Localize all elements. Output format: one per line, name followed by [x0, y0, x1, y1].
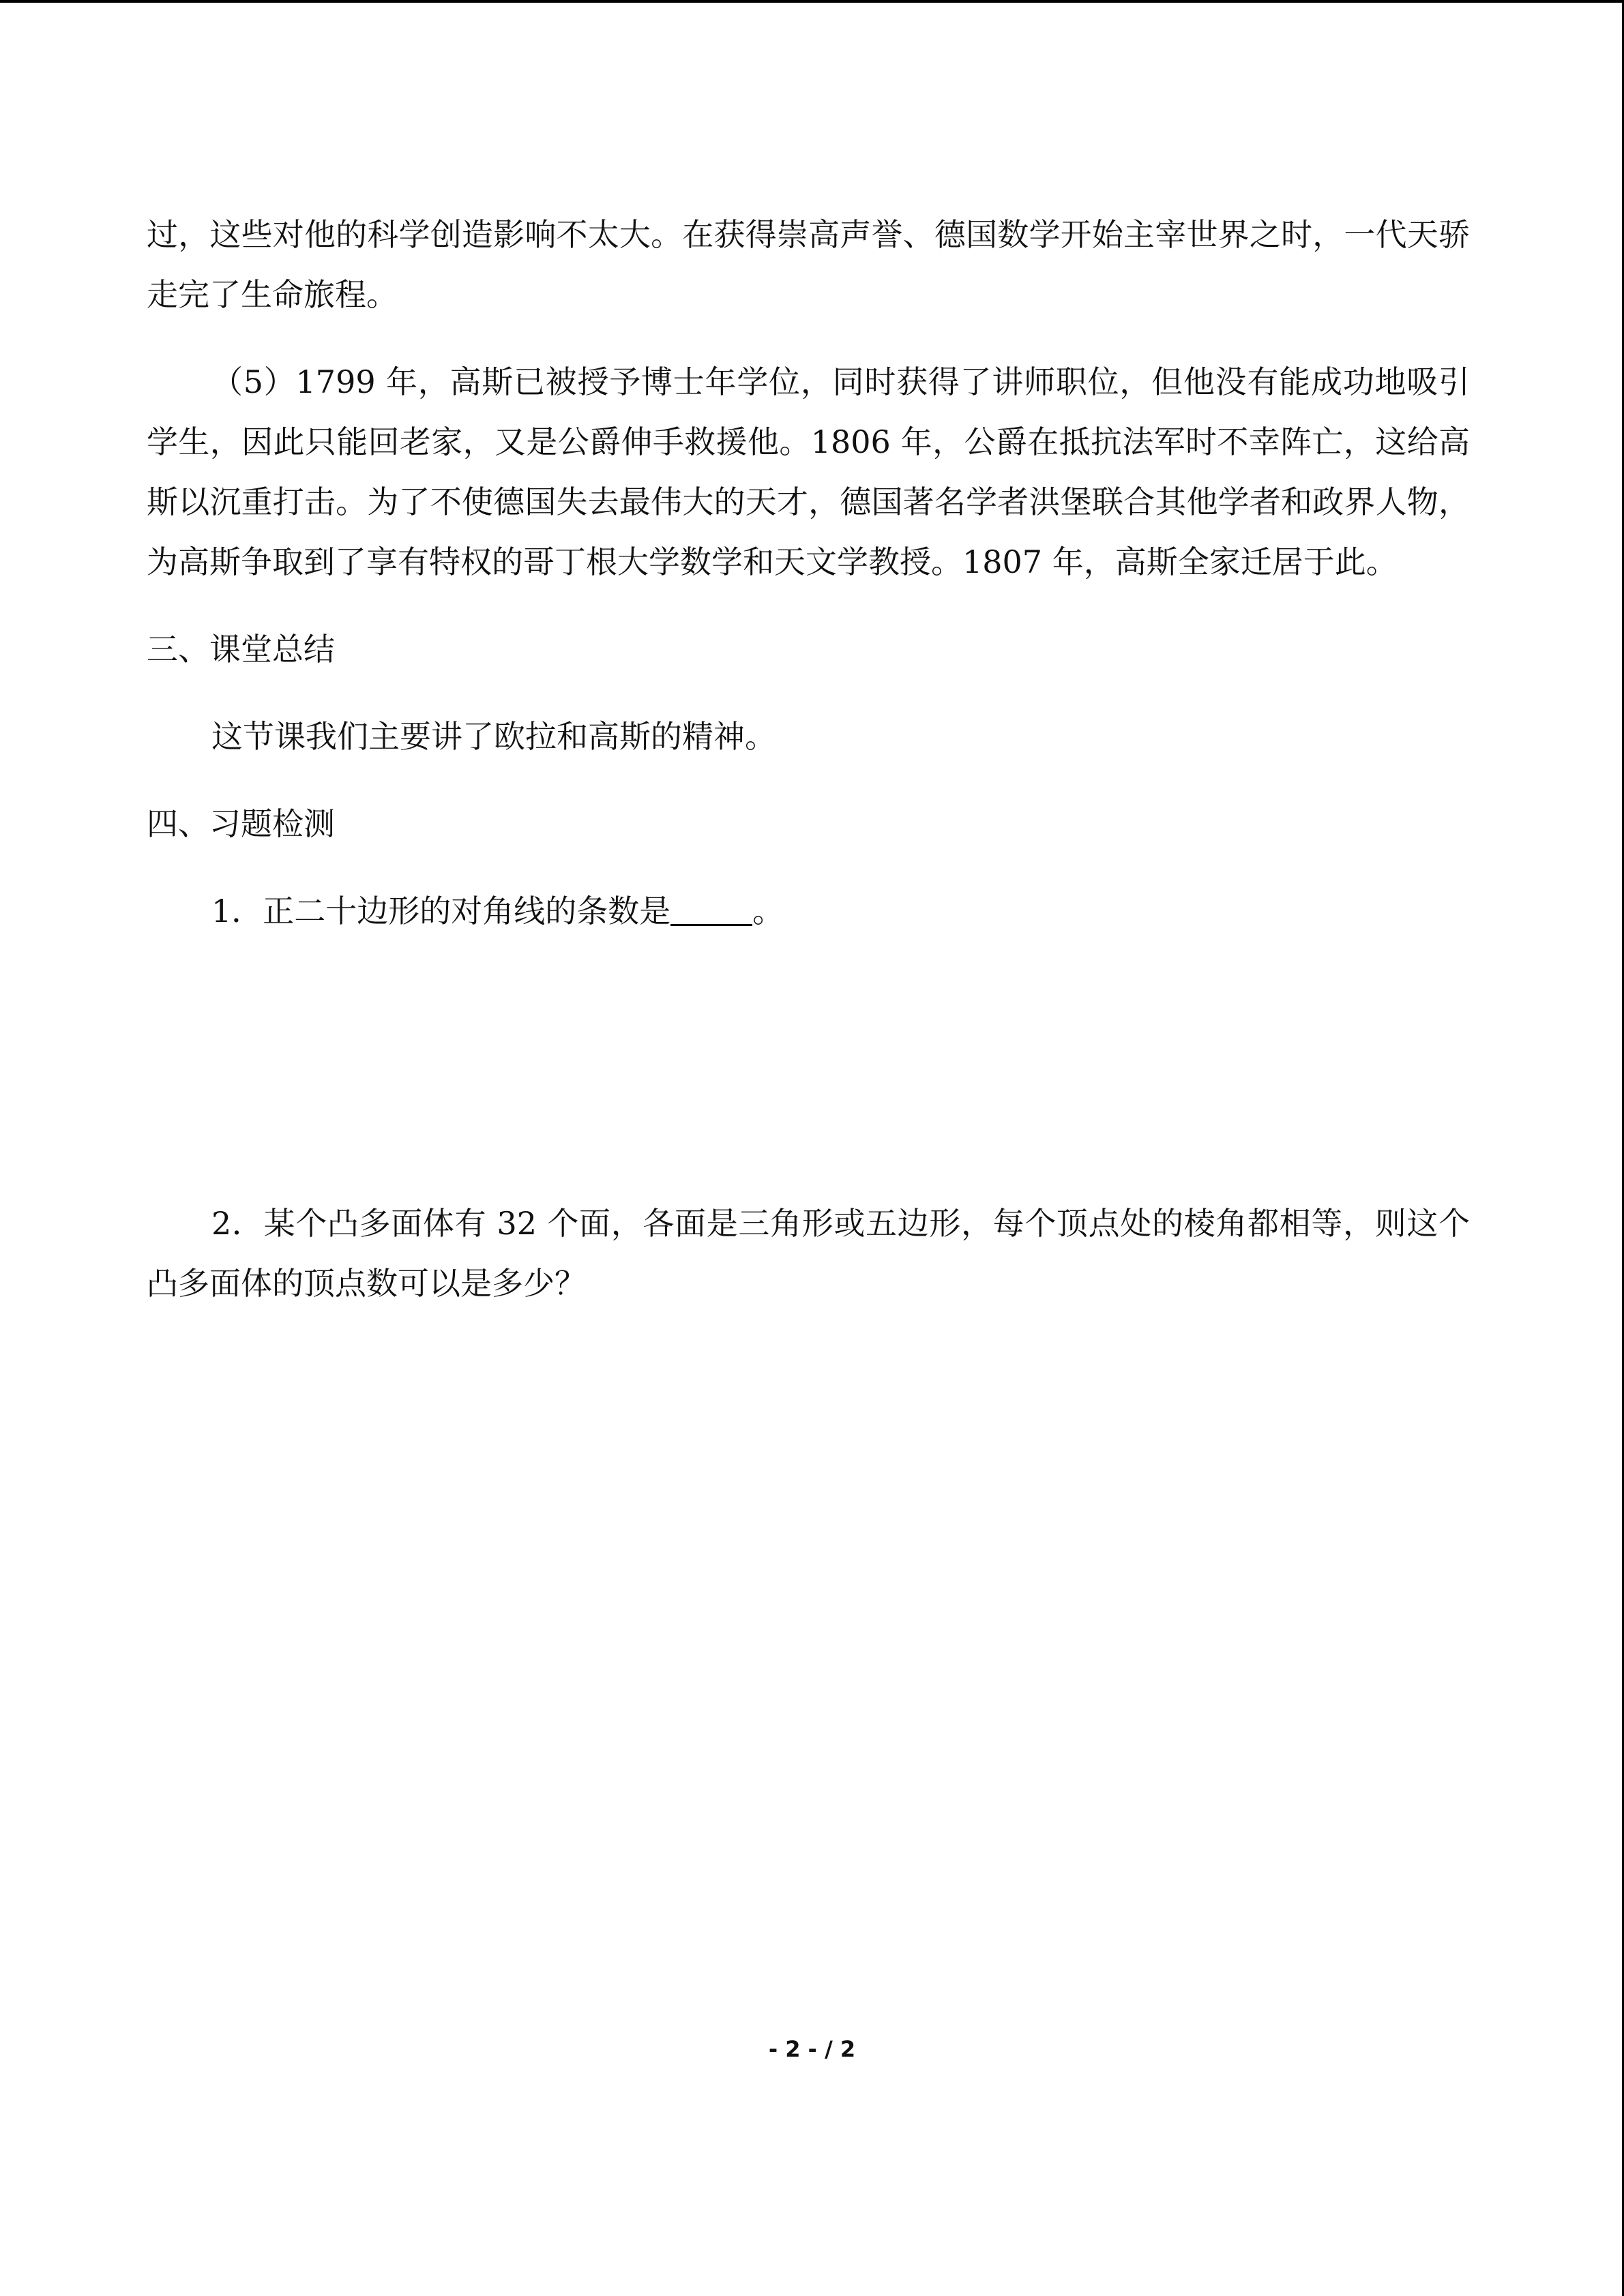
question-1-end: 。	[752, 893, 784, 929]
paragraph-continuation: 过，这些对他的科学创造影响不太大。在获得崇高声誉、德国数学开始主宰世界之时，一代天骄走完了生命旅程。	[147, 216, 1470, 313]
question-1	[147, 881, 1470, 941]
section-3-text: 这节课我们主要讲了欧拉和高斯的精神。	[211, 718, 776, 755]
section-4-heading: 四、习题检测	[147, 805, 335, 842]
paragraph-5: （5）1799 年，高斯已被授予博士年学位，同时获得了讲师职位，但他没有能成功地吸引学生，因此只能回老家，又是公爵伸手救援他。1806 年，公爵在抵抗法军时不幸阵亡，这给高斯以沉重打击。为了不使德国失去最伟大的天才，德国著名学者洪堡联合其他学者和政界人物，为高斯争取到了享有特权的哥丁根大学数学和天文学教授。1807 年，高斯全家迁居于此。	[147, 363, 1470, 580]
page-number: - 2 - / 2	[768, 2036, 856, 2062]
section-3-heading: 三、课堂总结	[147, 631, 335, 668]
answer-blank[interactable]	[670, 894, 752, 926]
question-2: 2．某个凸多面体有 32 个面，各面是三角形或五边形，每个顶点处的棱角都相等，则这个凸多面体的顶点数可以是多少？	[147, 1205, 1470, 1302]
top-border	[0, 0, 1624, 3]
question-1-text: 1．正二十边形的对角线的条数是	[211, 893, 671, 929]
document-body	[147, 205, 1470, 1313]
